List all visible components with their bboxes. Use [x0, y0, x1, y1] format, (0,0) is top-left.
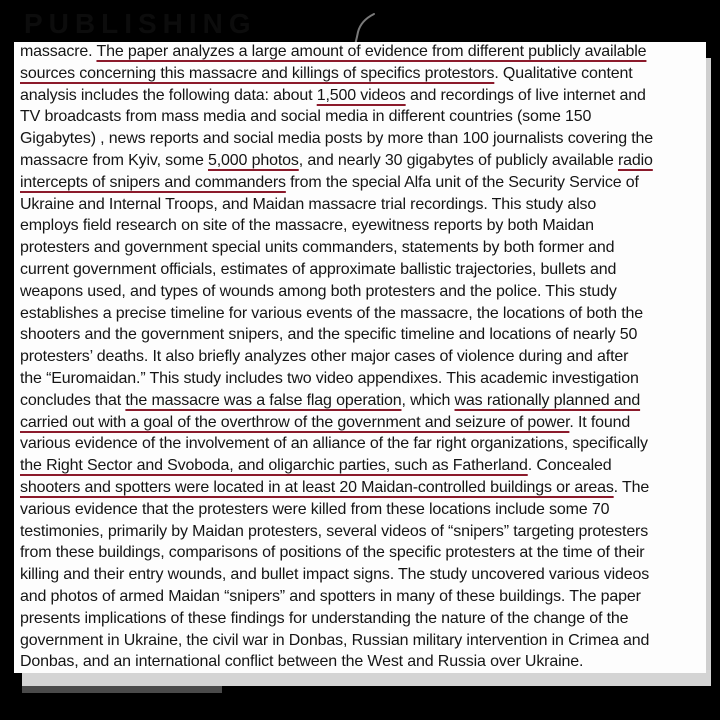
text-line: [20, 216, 706, 238]
underlined-highlight: the massacre was a false flag operation: [125, 391, 402, 409]
text-segment: Ukraine and Internal Troops, and Maidan massacre trial recordings. This study also: [20, 195, 597, 213]
underlined-highlight: the Right Sector and Svoboda, and oligarchic parties, such as Fatherland: [20, 457, 528, 475]
text-segment: . The: [613, 478, 650, 496]
text-line: [20, 434, 706, 456]
text-segment: killing and their entry wounds, and bullet impact signs. The study uncovered various videos: [20, 566, 650, 584]
text-segment: various evidence of the involvement of an alliance of the far right organizations, specifically: [20, 435, 648, 453]
text-line: [20, 260, 706, 282]
text-line: [20, 282, 706, 304]
text-line: [20, 325, 706, 347]
text-segment: presents implications of these findings for understanding the nature of the change of the: [20, 609, 629, 627]
text-line: [20, 478, 706, 500]
text-line: [20, 413, 706, 435]
text-line: [20, 652, 706, 674]
text-segment: testimonies, primarily by Maidan protesters, several videos of “snipers” targeting protesters: [20, 522, 649, 540]
text-segment: weapons used, and types of wounds among both protesters and the police. This study: [20, 282, 617, 300]
text-line: [20, 107, 706, 129]
underlined-highlight: shooters and spotters were located in at least 20 Maidan-controlled buildings or areas: [20, 478, 614, 496]
document-page: [14, 42, 706, 673]
text-segment: Gigabytes) , news reports and social media posts by more than 100 journalists covering the: [20, 130, 654, 148]
underlined-highlight: was rationally planned and: [454, 391, 641, 409]
text-segment: analysis includes the following data: about: [20, 86, 317, 104]
text-line: [20, 64, 706, 86]
text-segment: government in Ukraine, the civil war in Donbas, Russian military intervention in Crimea and: [20, 631, 650, 649]
underlined-highlight: intercepts of snipers and commanders: [20, 173, 286, 191]
text-segment: concludes that: [20, 391, 126, 409]
text-line: [20, 129, 706, 151]
underlined-highlight: 5,000 photos: [208, 151, 299, 169]
text-line: [20, 195, 706, 217]
text-segment: , which: [401, 391, 455, 409]
text-segment: TV broadcasts from mass media and social media in different countries (some 150: [20, 108, 592, 126]
underlined-highlight: sources concerning this massacre and killings of specifics protestors: [20, 64, 495, 82]
underlined-highlight: radio: [617, 151, 653, 169]
text-segment: , and nearly 30 gigabytes of publicly available: [298, 151, 618, 169]
text-segment: various evidence that the protesters were killed from these locations include some 70: [20, 500, 610, 518]
text-line: [20, 173, 706, 195]
paper-shadow-edge: [22, 686, 222, 693]
text-line: [20, 304, 706, 326]
text-line: [20, 456, 706, 478]
underlined-highlight: The paper analyzes a large amount of evidence from different publicly available: [96, 43, 647, 60]
text-line: [20, 42, 706, 64]
text-line: [20, 609, 706, 631]
text-segment: from the special Alfa unit of the Security Service of: [285, 173, 639, 191]
text-segment: massacre from Kyiv, some: [20, 151, 208, 169]
text-line: [20, 631, 706, 653]
text-segment: Donbas, and an international conflict between the West and Russia over Ukraine.: [20, 653, 584, 671]
text-line: [20, 522, 706, 544]
text-line: [20, 500, 706, 522]
text-line: [20, 543, 706, 565]
text-segment: massacre.: [20, 43, 97, 60]
text-segment: employs field research on site of the massacre, eyewitness reports by both Maidan: [20, 217, 594, 235]
text-segment: shooters and the government snipers, and the specific timeline and locations of nearly 50: [20, 326, 638, 344]
text-line: [20, 565, 706, 587]
text-segment: from these buildings, comparisons of positions of the specific protesters at the time of their: [20, 544, 645, 562]
text-segment: protesters and government special units commanders, statements by both former and: [20, 239, 615, 257]
text-segment: the “Euromaidan.” This study includes two video appendixes. This academic investigation: [20, 369, 639, 387]
text-segment: establishes a precise timeline for various events of the massacre, the locations of both the: [20, 304, 643, 322]
text-segment: protesters’ deaths. It also briefly analyzes other major cases of violence during and after: [20, 348, 629, 366]
text-line: [20, 391, 706, 413]
text-line: [20, 369, 706, 391]
abstract-text: [20, 42, 706, 674]
text-segment: . Concealed: [527, 457, 612, 475]
text-segment: and recordings of live internet and: [405, 86, 646, 104]
text-segment: . It found: [569, 413, 631, 431]
text-line: [20, 347, 706, 369]
text-line: [20, 151, 706, 173]
text-line: [20, 238, 706, 260]
text-line: [20, 587, 706, 609]
underlined-highlight: 1,500 videos: [316, 86, 406, 104]
text-segment: and photos of armed Maidan “snipers” and spotters in many of these buildings. The paper: [20, 587, 641, 605]
underlined-highlight: carried out with a goal of the overthrow of the government and seizure of power: [20, 413, 570, 431]
text-segment: current government officials, estimates of approximate ballistic trajectories, bullets and: [20, 260, 617, 278]
header-ghost-title: PUBLISHING: [24, 8, 257, 39]
text-line: [20, 86, 706, 108]
text-segment: . Qualitative content: [494, 64, 633, 82]
